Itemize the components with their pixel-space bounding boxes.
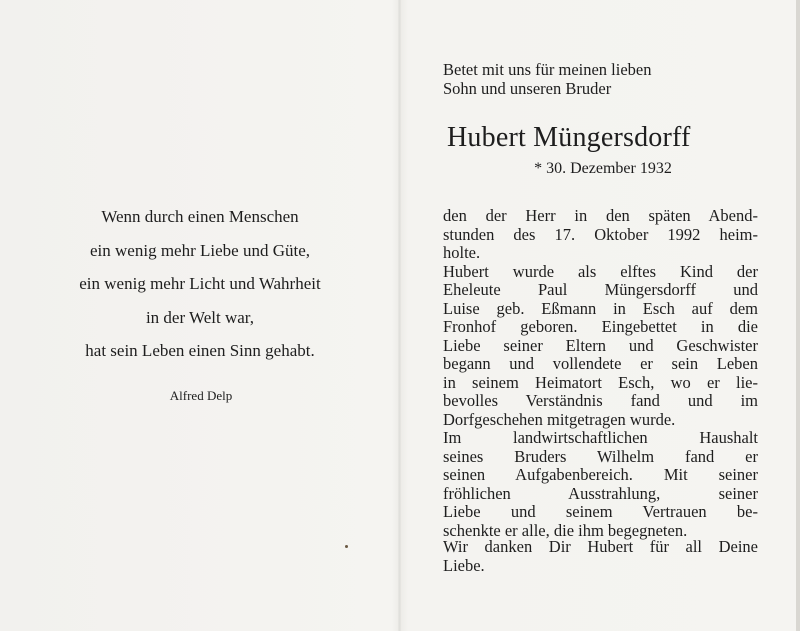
obituary-line: Fronhof geboren. Eingebettet in die [443,317,758,336]
memorial-quote [40,200,360,368]
obituary-text [443,207,758,540]
obituary-line: fröhlichen Ausstrahlung, seiner [443,483,758,503]
obituary-line: stunden des 17. Oktober 1992 heim- [443,224,758,244]
quote-line: hat sein Leben einen Sinn gehabt. [85,341,315,360]
quote-line: Wenn durch einen Menschen [101,207,299,226]
birth-date: * 30. Dezember 1932 [534,160,672,177]
obituary-line: Liebe und seinem Vertrauen be- [443,502,758,521]
obituary-line: begann und vollendete er sein Leben [443,354,758,373]
thanks-line: Liebe. [443,555,485,575]
thanks-text [443,538,758,575]
card-edge [796,0,800,631]
obituary-line: holte. [443,243,481,262]
quote-line: in der Welt war, [145,307,255,327]
obituary-line: Eheleute Paul Müngersdorff und [443,280,758,299]
quote-author: Alfred Delp [169,388,233,403]
obituary-line: Hubert wurde als elftes Kind der [443,261,758,281]
obituary-line: Luise geb. Eßmann in Esch auf dem [443,298,758,318]
obituary-line: seinen Aufgabenbereich. Mit seiner [443,465,758,484]
intro-line: Betet mit uns für meinen lieben [443,60,652,79]
obituary-line: bevolles Verständnis fand und im [443,391,758,410]
card-fold [398,0,401,631]
obituary-line: schenkte er alle, die ihm begegneten. [443,520,688,540]
obituary-line: Dorfgeschehen mitgetragen wurde. [443,409,676,429]
quote-line: ein wenig mehr Licht und Wahrheit [79,274,321,293]
obituary-line: Liebe seiner Eltern und Geschwister [443,335,758,355]
thanks-line: Wir danken Dir Hubert für all Deine [443,537,758,556]
quote-line: ein wenig mehr Liebe und Güte, [90,240,310,260]
obituary-line: seines Bruders Wilhelm fand er [443,446,758,466]
prayer-intro [443,60,763,98]
obituary-line: den der Herr in den späten Abend- [443,206,758,225]
deceased-name: Hubert Müngersdorff [447,122,691,153]
intro-line: Sohn und unseren Bruder [443,79,612,98]
obituary-line: Im landwirtschaftlichen Haushalt [443,428,758,447]
paper-speck [345,545,348,548]
obituary-line: in seinem Heimatort Esch, wo er lie- [443,372,758,392]
